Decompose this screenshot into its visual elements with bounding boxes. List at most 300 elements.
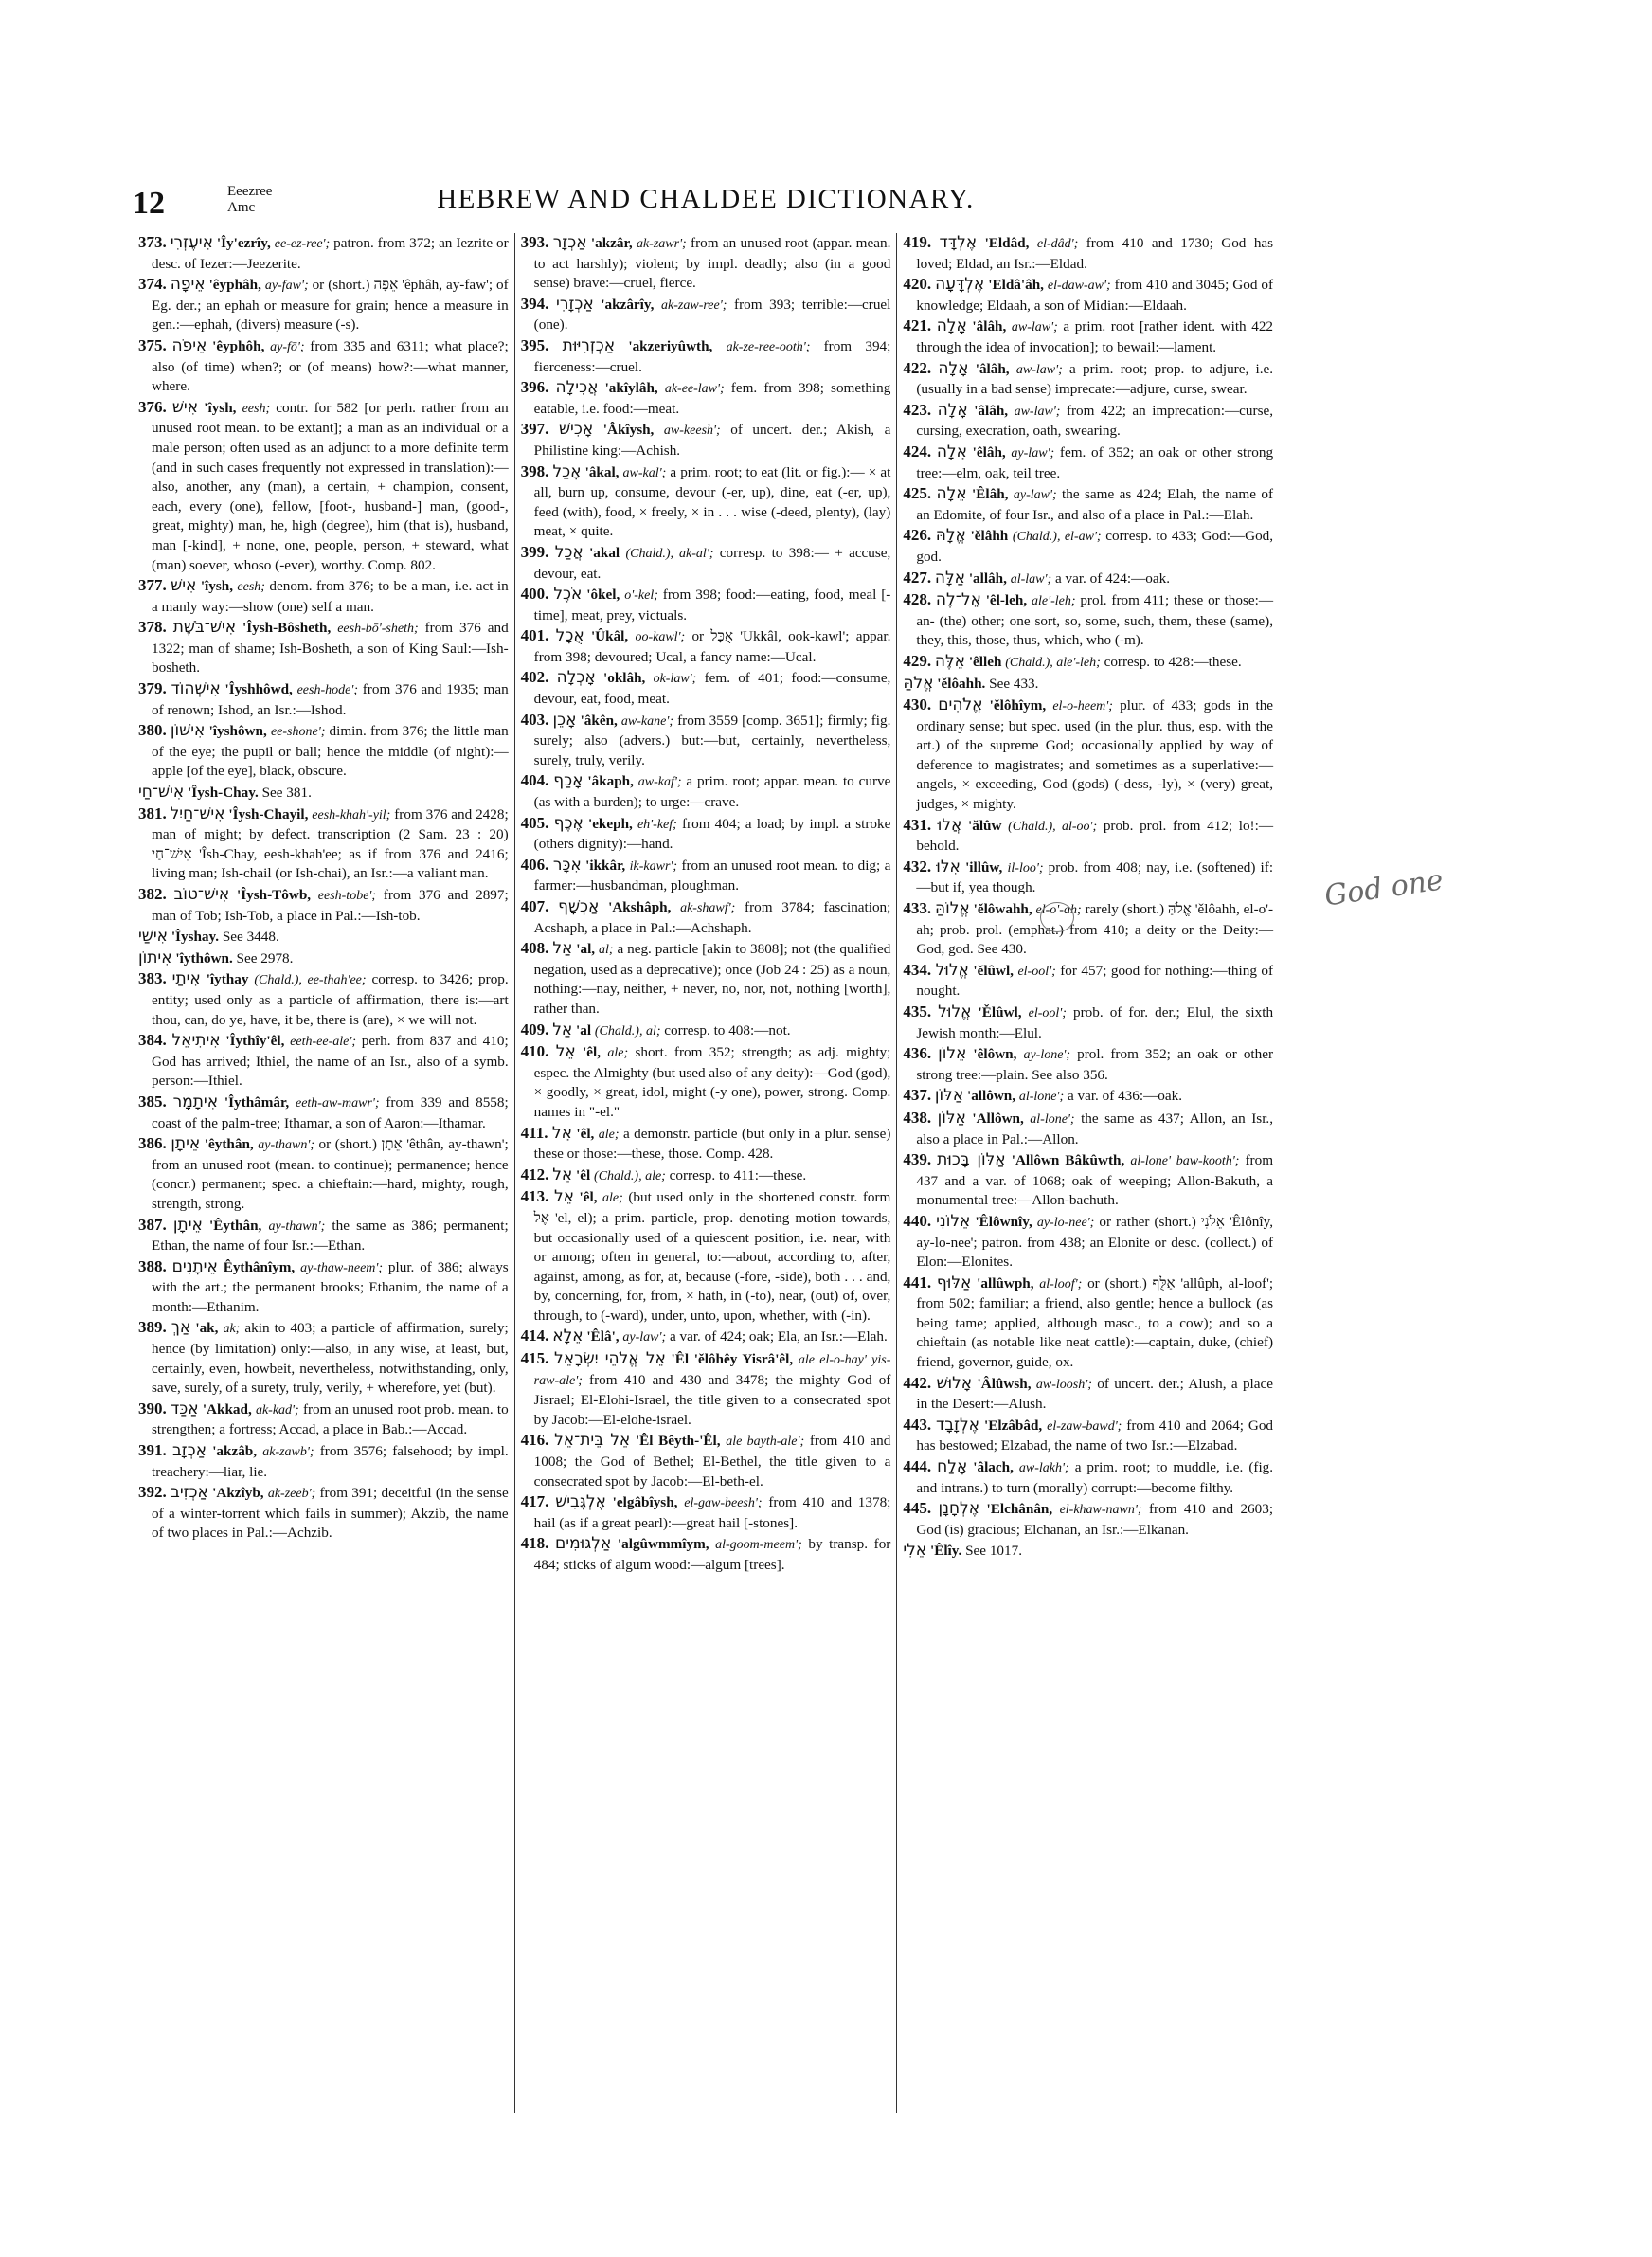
pronunciation: eeth-aw-mawr'; (295, 1095, 380, 1110)
definition: from 410 and 1378; hail (as if a great pearl):—great hail [-stones]. (533, 1494, 891, 1531)
hebrew-word: אַכְזָב (171, 1441, 207, 1461)
dictionary-entry (521, 1042, 891, 1122)
entry-number: 440. (903, 1211, 932, 1230)
entry-number: 444. (903, 1457, 932, 1476)
definition: from 376 and 1322; man of shame; Ish-Bosheth, a son of King Saul:—Ish-bosheth. (152, 620, 509, 677)
pronunciation: al-lone' baw-kooth'; (1130, 1154, 1240, 1169)
dictionary-entry (903, 816, 1273, 857)
hebrew-word: אֵיפֹה (171, 335, 207, 355)
dictionary-entry (903, 526, 1273, 567)
pronunciation: al-lone'; (1030, 1111, 1075, 1127)
transliteration: 'algûwmmîym, (617, 1536, 709, 1553)
pronunciation: ale bayth-ale'; (726, 1435, 805, 1450)
pronunciation: o'-kel; (624, 588, 658, 604)
definition: perh. from 837 and 410; God has arrived; Ithiel, the name of an Isr., also of a symb. person:—Ithiel. (152, 1033, 509, 1090)
entry-number: 430. (903, 695, 932, 714)
dictionary-entry (903, 275, 1273, 316)
hebrew-word: אֵלָה (936, 442, 967, 461)
definition: the same as 386; permanent; Ethan, the name of four Isr.:—Ethan. (152, 1217, 509, 1255)
dictionary-entry (903, 1499, 1273, 1540)
pronunciation: oo-kawl'; (635, 630, 686, 645)
definition: patron. from 372; an Iezrite or desc. of Iezer:—Jeezerite. (152, 235, 509, 272)
pronunciation: el-dâd'; (1036, 237, 1079, 251)
hebrew-word: אִישׁ (171, 397, 199, 417)
definition: of uncert. der.; Alush, a place in the Desert:—Alush. (916, 1375, 1274, 1413)
hebrew-word: אֱלֹהַּ (903, 674, 934, 694)
entry-number: 437. (903, 1086, 932, 1105)
definition: from 335 and 6311; what place?; also (of time) when?; or (of means) how?:—what manner, where. (152, 337, 509, 395)
transliteration: 'akzeriyûwth, (628, 337, 713, 354)
dictionary-entry (138, 1399, 509, 1440)
entry-number: 421. (903, 316, 932, 335)
hebrew-word: אֱלוֹהַּ (934, 899, 970, 918)
pronunciation: (Chald.), al-oo'; (1008, 819, 1098, 834)
page-header (133, 180, 1279, 237)
definition: of uncert. der.; Akish, a Philistine king:—Achish. (533, 422, 891, 459)
pronunciation: el-zaw-bawd'; (1047, 1418, 1122, 1434)
definition: from an unused root mean. to dig; a farmer:—husbandman, ploughman. (533, 857, 891, 894)
entry-number: 391. (138, 1441, 167, 1460)
column-1 (133, 233, 514, 2113)
hebrew-word: אִישַׁי (138, 927, 169, 947)
hebrew-word: אַכְשָׁף (558, 897, 600, 916)
hebrew-word: אֹכֶל (553, 585, 583, 605)
dictionary-entry (903, 442, 1273, 483)
hebrew-word: אֵל (552, 1165, 573, 1184)
pronunciation: (Chald.), ee-thah'ee; (254, 973, 367, 988)
transliteration: 'âlach, (973, 1459, 1014, 1476)
hebrew-word: אֵלָא (552, 1327, 584, 1346)
hebrew-word: אִישׁ (171, 576, 197, 596)
dictionary-entry (903, 1273, 1273, 1373)
definition: denom. from 376; to be a man, i.e. act in a manly way:—show (one) self a man. (152, 578, 509, 615)
pronunciation: ay-law'; (1013, 488, 1057, 503)
dictionary-entry (903, 1212, 1273, 1273)
definition: a var. of 424:—oak. (1054, 569, 1171, 587)
entry-number: 409. (520, 1020, 549, 1038)
pronunciation: el-gaw-beesh'; (684, 1496, 763, 1511)
pronunciation: ay-thaw-neem'; (300, 1260, 384, 1275)
pronunciation: el-o'-ah; (1035, 903, 1082, 917)
dictionary-entry (521, 543, 891, 584)
pronunciation: aw-kaf'; (637, 775, 682, 790)
definition: from 437 and a var. of 1068; oak of weeping; Allon-Bakuth, a monumental tree:—Allon-bachuth. (916, 1152, 1274, 1209)
pronunciation: ak; (223, 1322, 241, 1337)
entry-number: 378. (138, 618, 167, 637)
transliteration: 'Akkad, (202, 1400, 252, 1417)
page-number: 12 (133, 186, 165, 221)
pronunciation: ale; (598, 1127, 620, 1142)
pronunciation: ak-shawf'; (680, 901, 736, 915)
hebrew-word: אֵיפָה (170, 275, 206, 295)
hebrew-word: אִכָּר (552, 855, 582, 875)
pronunciation: eesh; (242, 401, 271, 416)
hebrew-word: אַלּוֹן (937, 1108, 966, 1128)
definition: from 410 and 1730; God has loved; Eldad, an Isr.:—Eldad. (916, 235, 1274, 272)
pronunciation: eesh-bō'-sheth; (337, 622, 419, 637)
transliteration: 'âlâh, (972, 318, 1007, 335)
dictionary-entry (138, 1216, 509, 1256)
dictionary-entry (521, 1165, 891, 1187)
entry-number: 395. (520, 335, 549, 354)
entry-number: 402. (520, 668, 549, 687)
definition: from 410 and 3045; God of knowledge; Eldaah, a son of Midian:—Eldaah. (916, 277, 1274, 314)
hebrew-word: אֻכָל (555, 626, 584, 646)
definition: prob. of for. der.; Elul, the sixth Jewish month:—Elul. (916, 1003, 1274, 1041)
pronunciation: (Chald.), ale'-leh; (1005, 655, 1101, 670)
dictionary-entry (903, 569, 1273, 590)
entry-number: 434. (903, 960, 932, 979)
transliteration: 'Eldâ'âh, (988, 277, 1044, 294)
dictionary-entry (903, 1044, 1273, 1085)
pronunciation: ak-zawr'; (636, 237, 687, 251)
transliteration: 'Êlâ', (586, 1328, 620, 1345)
pronunciation: (Chald.), el-aw'; (1012, 530, 1102, 545)
hebrew-word: אִיעֶזְרִי (170, 233, 213, 252)
pronunciation: ale; (602, 1191, 623, 1206)
entry-number: 408. (520, 939, 549, 958)
dictionary-entry (903, 1457, 1273, 1498)
entry-number: 438. (903, 1108, 932, 1127)
dictionary-entry (903, 233, 1273, 274)
hebrew-word: אֵלָה (936, 484, 967, 504)
entry-number: 411. (520, 1123, 548, 1142)
hebrew-word: אִישׁוֹן (170, 721, 206, 741)
dictionary-entry (521, 897, 891, 938)
dictionary-entry (521, 336, 891, 377)
hebrew-word: אָלָה (937, 400, 968, 420)
column-3 (896, 233, 1279, 2113)
entry-number: 381. (138, 803, 167, 822)
hebrew-word: אָלַח (937, 1457, 968, 1477)
transliteration: 'êyphôh, (212, 337, 265, 354)
entry-number: 374. (138, 275, 167, 294)
transliteration: 'Îy'ezrîy, (216, 235, 271, 251)
pronunciation: aw-lakh'; (1018, 1461, 1069, 1476)
dictionary-entry (521, 668, 891, 709)
dictionary-entry (138, 679, 509, 720)
dictionary-entry (903, 1374, 1273, 1415)
dictionary-entry (521, 814, 891, 855)
definition: from 376 and 1935; man of renown; Ishod, an Isr.:—Ishod. (152, 681, 509, 718)
dictionary-entry (521, 939, 891, 1019)
pronunciation: ay-thawn'; (258, 1138, 314, 1153)
definition: the same as 437; Allon, an Isr., also a place in Pal.:—Allon. (916, 1110, 1274, 1147)
dictionary-entry (521, 711, 891, 771)
hebrew-word: אַלּוֹן בָּכוּת (937, 1150, 1006, 1170)
hebrew-word: אֶלְחָנָן (938, 1499, 980, 1519)
dictionary-entry (138, 1134, 509, 1214)
dictionary-page (133, 180, 1279, 2113)
hebrew-word: אִישׁ־חַי (138, 783, 185, 803)
transliteration: 'allôwn, (966, 1088, 1016, 1105)
entry-number: 401. (520, 626, 549, 645)
pronunciation: eesh-hode'; (296, 683, 358, 698)
entry-number: 432. (903, 857, 932, 876)
transliteration: 'âkên, (580, 712, 618, 729)
transliteration: 'Akshâph, (608, 899, 672, 915)
transliteration: 'Elchânân, (986, 1501, 1053, 1518)
hebrew-word: אַךְ (171, 1318, 191, 1338)
definition: by transp. for 484; sticks of algum wood:—algum [trees]. (533, 1536, 891, 1573)
transliteration: 'akal (589, 544, 620, 561)
definition: from 410 and 430 and 3478; the mighty God of Jisrael; El-Elohi-Israel, the title given to a consecrated spot by Jacob:—El-elohe-israel. (533, 1371, 891, 1428)
pronunciation: el-ool'; (1028, 1005, 1067, 1020)
pronunciation: al-lone'; (1018, 1090, 1065, 1105)
hebrew-word: אַכְזָר (552, 233, 587, 252)
definition: a neg. particle [akin to 3808]; not (the qualified negation, used as a deprecative); once (Job 24 : 25) as a noun, nothing:—nay, neither, + never, no, nor, not, nothing [worth], rather than. (533, 941, 891, 1017)
definition: See 1017. (965, 1543, 1023, 1560)
definition: from an unused root (appar. mean. to act harshly); violent; by impl. deadly; also (in a good sense) brave:—cruel, fierce. (533, 235, 891, 292)
dictionary-entry (138, 233, 509, 274)
hebrew-word: אֵל (553, 1187, 574, 1207)
hebrew-word: אֲלוּ (937, 815, 962, 835)
pronunciation: aw-law'; (1011, 320, 1058, 335)
dictionary-entry (521, 1431, 891, 1491)
definition: from 339 and 8558; coast of the palm-tree; Ithamar, a son of Aaron:—Ithamar. (152, 1093, 509, 1131)
hebrew-word: אִישְׁהוֹד (171, 679, 221, 699)
pronunciation: ay-lo-nee'; (1036, 1215, 1095, 1230)
definition: from 404; a load; by impl. a stroke (others dignity):—hand. (533, 815, 891, 853)
transliteration: 'Allôwn Bâkûwth, (1011, 1152, 1125, 1169)
definition: from 376 and 2428; man of might; by defect. transcription (2 Sam. 23 : 20) אִישׁ־חַי 'Îsh-Chay, eesh-khah'ee; as if from 376 and 2416; living man; Ish-chail (or Ish-chai), an Isr.:—a valiant man. (152, 805, 509, 882)
transliteration: 'allâh, (968, 569, 1007, 587)
transliteration: 'Akzîyb, (212, 1485, 264, 1502)
entry-number: 385. (138, 1092, 167, 1110)
dictionary-entry (903, 1086, 1273, 1108)
definition: akin to 403; a particle of affirmation, surely; hence (by limitation) only:—also, in any wise, at least, but, certainly, even, howbeit, nevertheless, notwithstanding, only, save, surely, of a surety, truly, verily, + wherefore, yet (but). (152, 1320, 509, 1397)
definition: plur. of 433; gods in the ordinary sense; but spec. used (in the plur. thus, esp. with the art.) of the supreme God; occasionally applied by way of deference to magistrates; and sometimes as a superlative:—angels, × exceeding, God (gods) (-dess, -ly), × (very) great, judges, × mighty. (916, 697, 1274, 813)
transliteration: 'Eldâd, (984, 235, 1030, 251)
hebrew-word: אַלּוֹן (934, 1086, 964, 1106)
entry-number: 387. (138, 1215, 167, 1234)
hebrew-word: אֶלְדָּעָה (935, 275, 985, 295)
entry-number: 423. (903, 400, 932, 419)
dictionary-entry (903, 1002, 1273, 1043)
hebrew-word: אִיתַי (171, 969, 201, 989)
definition: from 391; deceitful (in the sense of a winter-torrent which fails in summer); Akzib, the name of two places in Pal.:—Achzib. (152, 1485, 509, 1542)
dictionary-entry (521, 1534, 891, 1575)
column-2 (514, 233, 897, 2113)
pronunciation: el-khaw-nawn'; (1059, 1503, 1142, 1518)
dictionary-entry (903, 1150, 1273, 1211)
hebrew-word: אֵל (551, 1123, 572, 1143)
hebrew-word: אָלָה (936, 316, 967, 336)
dictionary-entry (903, 1416, 1273, 1456)
hebrew-word: אֵל (555, 1042, 576, 1062)
transliteration: 'Elzâbâd, (984, 1417, 1043, 1434)
entry-number: 418. (520, 1534, 549, 1553)
dictionary-entry (138, 275, 509, 335)
transliteration: 'îythay (206, 971, 249, 988)
hebrew-word: אַכְזָרִי (556, 294, 594, 314)
hebrew-word: אָכְלָה (556, 668, 596, 688)
dictionary-entry (903, 961, 1273, 1002)
hebrew-word: אָכִישׁ (558, 420, 594, 440)
entry-number: 383. (138, 969, 167, 988)
dictionary-entry (903, 1541, 1273, 1562)
dictionary-entry (138, 721, 509, 782)
pronunciation: aw-law'; (1015, 362, 1063, 377)
pronunciation: ee-ez-ree'; (274, 237, 331, 251)
dictionary-entry (521, 626, 891, 667)
entry-number: 389. (138, 1318, 167, 1337)
pronunciation: ale; (607, 1046, 629, 1061)
dictionary-entry (903, 316, 1273, 357)
definition: fem. of 352; an oak or other strong tree:—elm, oak, teil tree. (916, 443, 1274, 481)
entry-number: 442. (903, 1373, 932, 1392)
transliteration: 'akzâb, (212, 1443, 258, 1460)
dictionary-entry (903, 652, 1273, 674)
transliteration: 'Îythîy'êl, (225, 1033, 285, 1050)
dictionary-entry (521, 462, 891, 542)
pronunciation: ak-ze-ree-ooth'; (726, 339, 811, 354)
hebrew-word: אַל (552, 1020, 573, 1039)
entry-number: 427. (903, 568, 932, 587)
transliteration: 'Îysh-Bôsheth, (242, 620, 332, 637)
definition: the same as 424; Elah, the name of an Edomite, of four Isr., and also of a place in Pal.:—Elah. (916, 486, 1274, 523)
entry-number: 441. (903, 1273, 932, 1291)
hebrew-word: אֱלָהּ (935, 526, 966, 546)
hebrew-word: אֱלוּל (938, 1002, 972, 1021)
transliteration: 'Êl Bêyth-'Êl, (635, 1433, 721, 1450)
definition: See 381. (261, 785, 312, 802)
dictionary-entry (521, 585, 891, 625)
pronunciation: al-goom-meem'; (715, 1538, 802, 1553)
pronunciation: ak-ee-law'; (664, 382, 725, 397)
dictionary-entry (521, 420, 891, 460)
hebrew-word: אַכְזִיב (171, 1483, 208, 1503)
entry-number: 393. (520, 233, 549, 251)
dictionary-entry (521, 295, 891, 335)
definition: fem. from 398; something eatable, i.e. food:—meat. (533, 380, 891, 417)
entry-number: 407. (520, 897, 549, 915)
hebrew-word: אָכַף (553, 771, 584, 791)
dictionary-entry (138, 948, 509, 969)
definition: from 410 and 2064; God has bestowed; Elzabad, the name of two Isr.:—Elzabad. (916, 1417, 1274, 1454)
pronunciation: eesh; (237, 580, 265, 595)
dictionary-columns (133, 233, 1279, 2113)
transliteration: 'âkal, (584, 463, 620, 480)
transliteration: 'ělâhh (970, 528, 1009, 545)
running-title: HEBREW AND CHALDEE DICTIONARY. (437, 184, 975, 214)
entry-number: 376. (138, 397, 167, 416)
pronunciation: ay-fō'; (270, 339, 305, 354)
dictionary-entry (903, 1109, 1273, 1149)
transliteration: 'îythôwn. (175, 949, 233, 966)
transliteration: 'Îyshay. (171, 929, 220, 946)
definition: a prim. root; to muddle, i.e. (fig. and intrans.) to turn (morally) corrupt:—become filthy. (916, 1459, 1274, 1496)
entry-number: 436. (903, 1044, 932, 1063)
definition: prob. prol. from 412; lo!:—behold. (916, 817, 1274, 855)
transliteration: 'ôkel, (586, 587, 620, 604)
entry-number: 382. (138, 885, 167, 903)
definition: or (short.) אַלֻּף 'allûph, al-loof'; from 502; familiar; a friend, also gentle; hence a bullock (as being tame; applied, although masc., to a cow); and so a chieftain (as notable like neat cattle):—captain, duke, (chief) friend, governor, guide, ox. (916, 1274, 1274, 1371)
transliteration: 'al (576, 1021, 592, 1038)
pronunciation: (Chald.), ak-al'; (625, 546, 714, 561)
dictionary-entry (138, 336, 509, 397)
pronunciation: ale el-o-hay' yis-raw-ale'; (533, 1353, 891, 1388)
hebrew-word: אָכֵן (552, 710, 577, 730)
transliteration: 'Îysh-Chayil, (228, 805, 309, 822)
pronunciation: ay-law'; (1011, 445, 1055, 460)
dictionary-entry (903, 674, 1273, 695)
entry-number: 445. (903, 1499, 932, 1518)
entry-number: 373. (138, 233, 167, 251)
dictionary-entry (521, 1187, 891, 1326)
entry-number: 433. (903, 899, 932, 917)
hebrew-word: אַכְזְרִיּוּת (562, 335, 616, 355)
definition: See 3448. (222, 929, 279, 946)
transliteration: 'êythân, (204, 1136, 254, 1153)
dictionary-entry (903, 858, 1273, 898)
pronunciation: eeth-ee-ale'; (290, 1035, 356, 1050)
pronunciation: ik-kawr'; (629, 858, 678, 874)
entry-number: 388. (138, 1256, 167, 1275)
entry-number: 417. (520, 1492, 549, 1511)
pronunciation: ale'-leh; (1031, 594, 1076, 609)
transliteration: 'illûw, (965, 858, 1003, 876)
pronunciation: ak-zaw-ree'; (661, 298, 727, 313)
dictionary-entry (521, 1492, 891, 1533)
transliteration: 'Îythâmâr, (224, 1093, 290, 1110)
dictionary-entry (138, 1257, 509, 1318)
transliteration: 'Îysh-Tôwb, (236, 887, 312, 903)
definition: from 376 and 2897; man of Tob; Ish-Tob, a place in Pal.:—Ish-tob. (152, 887, 509, 924)
dictionary-entry (138, 969, 509, 1030)
pronunciation: il-loo'; (1007, 860, 1044, 876)
entry-number: 403. (520, 710, 549, 729)
entry-number: 419. (903, 233, 932, 251)
entry-number: 386. (138, 1134, 167, 1153)
definition: or אֻכָּל 'Ukkâl, ook-kawl'; appar. from 398; devoured; Ucal, a fancy name:—Ucal. (533, 628, 891, 665)
entry-number: 380. (138, 721, 167, 740)
entry-number: 410. (520, 1042, 549, 1061)
hebrew-word: אִלּוּ (936, 857, 961, 876)
entry-number: 428. (903, 590, 932, 609)
hebrew-word: אֶלְגָּבִישׁ (555, 1492, 606, 1512)
transliteration: 'ikkâr, (585, 857, 626, 874)
hebrew-word: אֵלוֹנִי (936, 1211, 971, 1231)
pronunciation: eh'-kef; (637, 817, 677, 832)
hebrew-word: אֵלֶּה (934, 651, 966, 671)
transliteration: 'îysh, (200, 578, 233, 595)
definition: from 3559 [comp. 3651]; firmly; fig. surely; also (advers.) but:—but, certainly, nevertheless, surely, truly, verily. (533, 712, 891, 768)
dictionary-entry (521, 378, 891, 419)
transliteration: 'Êlâh, (972, 486, 1009, 503)
transliteration: 'ělôahh. (937, 676, 986, 693)
definition: from 410 and 1008; the God of Bethel; El-Bethel, the title given to a consecrated spot by Jacob:—El-beth-el. (533, 1433, 891, 1490)
hebrew-word: אֵל־לֶה (935, 590, 981, 610)
pronunciation: aw-kane'; (620, 713, 673, 729)
dictionary-entry (521, 1349, 891, 1430)
entry-number: 420. (903, 275, 932, 294)
entry-number: 379. (138, 679, 167, 698)
dictionary-entry (138, 618, 509, 678)
pronunciation: aw-keesh'; (663, 424, 721, 439)
dictionary-entry (138, 1318, 509, 1398)
dictionary-entry (521, 1020, 891, 1042)
entry-number: 443. (903, 1415, 932, 1434)
definition: dimin. from 376; the little man of the eye; the pupil or ball; hence the middle (of night):—apple [of the eye], black, obscure. (152, 723, 509, 780)
definition: or (short.) אֵתָן 'êthân, ay-thawn'; from an unused root (mean. to continue); permanence; hence (concr.) permanent; spec. a chieftain:—hard, mighty, rough, strength, strong. (152, 1136, 509, 1212)
definition: (but used only in the shortened constr. form אֶל 'el, el); a prim. particle, prop. denoting motion towards, but occasionally used of a quiescent position, i.e. near, with or among; often in general, to:—about, according to, after, against, among, as for, at, because (-fore, -side), both . . . and, by, concerning, for, from, × hath, in (-to), near, (out) of, over, through, to (-ward), under, unto, upon, whether, with (-in). (533, 1189, 891, 1324)
hebrew-word: אֲכִילָה (555, 378, 599, 398)
hebrew-word: אַלָּה (934, 568, 966, 587)
transliteration: 'al, (576, 941, 596, 958)
transliteration: 'Allôwn, (972, 1110, 1024, 1127)
pronunciation: ay-thawn'; (268, 1219, 326, 1234)
